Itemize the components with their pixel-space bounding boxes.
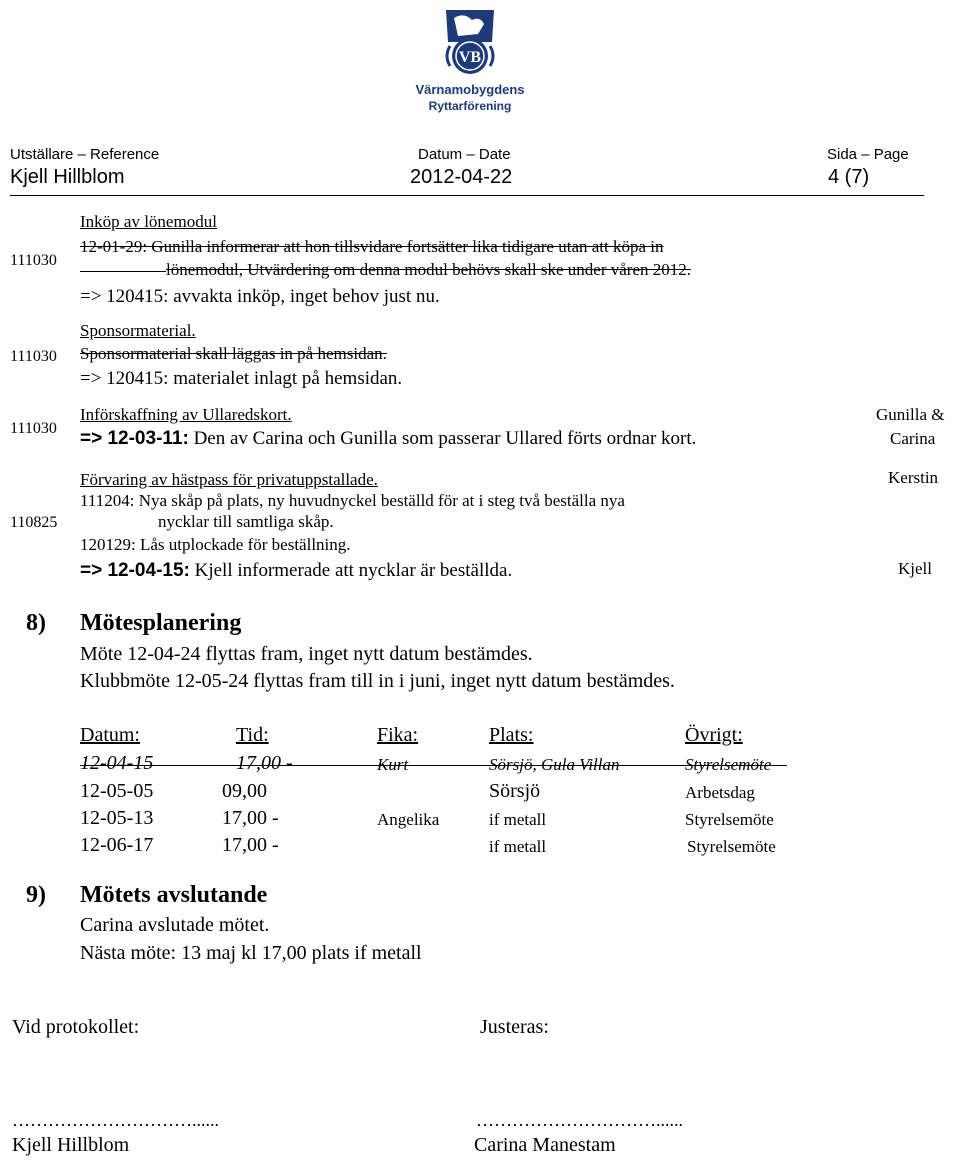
column-header: Plats: (489, 724, 534, 746)
item-update: => 120415: avvakta inköp, inget behov just nu. (80, 286, 440, 307)
column-header: Övrigt: (685, 724, 743, 746)
item-line: 111204: Nya skåp på plats, ny huvudnyckel beställd för at i steg två beställa nya (80, 491, 625, 510)
protocol-label: Vid protokollet: (12, 1016, 140, 1038)
item-line: Sponsormaterial skall läggas in på hemsidan. (80, 344, 387, 363)
date-label: Datum – Date (418, 146, 511, 163)
column-header: Fika: (377, 724, 419, 746)
signature-line: …………………………...... (12, 1110, 219, 1130)
date: 2012-04-22 (410, 166, 513, 188)
item-line: nycklar till samtliga skåp. (158, 512, 334, 531)
page-label: Sida – Page (827, 146, 909, 163)
item-title: Införskaffning av Ullaredskort. (80, 405, 292, 424)
table-cell: Arbetsdag (685, 783, 755, 802)
author: Kjell Hillblom (10, 166, 125, 188)
table-cell: 17,00 - (236, 752, 293, 774)
item-line: 12-01-29: Gunilla informerar att hon tillsvidare fortsätter lika tidigare utan att köpa in (80, 237, 664, 256)
header-divider (10, 195, 924, 196)
responsible: Gunilla & (876, 405, 945, 424)
section-line: Nästa möte: 13 maj kl 17,00 plats if metall (80, 942, 422, 964)
svg-text:Ryttarförening: Ryttarförening (428, 99, 512, 113)
approval-label: Justeras: (480, 1016, 549, 1038)
strike-rule (80, 271, 166, 272)
section-line: Klubbmöte 12-05-24 flyttas fram till in i juni, inget nytt datum bestämdes. (80, 670, 675, 692)
item-number: 110825 (10, 514, 58, 531)
table-cell: if metall (489, 837, 547, 856)
item-line: lönemodul, Utvärdering om denna modul behövs skall ske under våren 2012. (166, 260, 691, 279)
row-strike-rule (80, 765, 787, 766)
responsible: Kjell (898, 559, 932, 578)
signer-name: Carina Manestam (474, 1134, 616, 1156)
table-cell: Sörsjö, Gula Villan (489, 755, 620, 774)
club-logo (410, 4, 530, 124)
section-title: Mötets avslutande (80, 882, 268, 908)
item-title: Förvaring av hästpass för privatuppstallade. (80, 470, 378, 489)
column-header: Tid: (236, 724, 269, 746)
table-cell: Styrelsemöte (685, 810, 774, 829)
responsible: Carina (890, 429, 936, 448)
item-number: 111030 (10, 420, 57, 437)
responsible: Kerstin (888, 468, 939, 487)
item-update: => 12-03-11: Den av Carina och Gunilla som passerar Ullared förts ordnar kort. (80, 428, 697, 449)
table-cell: 17,00 - (222, 834, 279, 856)
page-number: 4 (7) (828, 166, 870, 188)
table-cell: 12-05-13 (80, 807, 154, 829)
table-cell: 12-04-15 (80, 752, 154, 774)
table-cell: 12-05-05 (80, 780, 154, 802)
svg-text:VB: VB (458, 49, 482, 66)
item-number: 111030 (10, 252, 57, 269)
section-number: 8) (26, 610, 46, 636)
table-cell: 17,00 - (222, 807, 279, 829)
item-number: 111030 (10, 348, 57, 365)
item-update: => 120415: materialet inlagt på hemsidan. (80, 368, 403, 389)
table-cell: Styrelsemöte (685, 755, 772, 774)
author-label: Utställare – Reference (10, 146, 160, 163)
horse-logo-icon (410, 4, 530, 124)
signer-name: Kjell Hillblom (12, 1134, 130, 1156)
section-title: Mötesplanering (80, 610, 242, 636)
table-cell: 09,00 (222, 780, 267, 802)
table-cell: 12-06-17 (80, 834, 154, 856)
item-line: 120129: Lås utplockade för beställning. (80, 535, 351, 554)
item-update: => 12-04-15: Kjell informerade att nycklar är beställda. (80, 560, 513, 581)
section-number: 9) (26, 882, 46, 908)
item-title: Sponsormaterial. (80, 321, 196, 340)
table-cell: Kurt (377, 755, 409, 774)
item-title: Inköp av lönemodul (80, 212, 217, 231)
table-cell: Angelika (377, 810, 440, 829)
column-header: Datum: (80, 724, 140, 746)
table-cell: Styrelsemöte (687, 837, 776, 856)
table-cell: Sörsjö (489, 780, 541, 802)
signature-line: …………………………...... (476, 1110, 683, 1130)
section-line: Möte 12-04-24 flyttas fram, inget nytt datum bestämdes. (80, 643, 533, 665)
section-line: Carina avslutade mötet. (80, 914, 270, 936)
table-cell: if metall (489, 810, 547, 829)
svg-text:Värnamobygdens: Värnamobygdens (415, 82, 525, 97)
